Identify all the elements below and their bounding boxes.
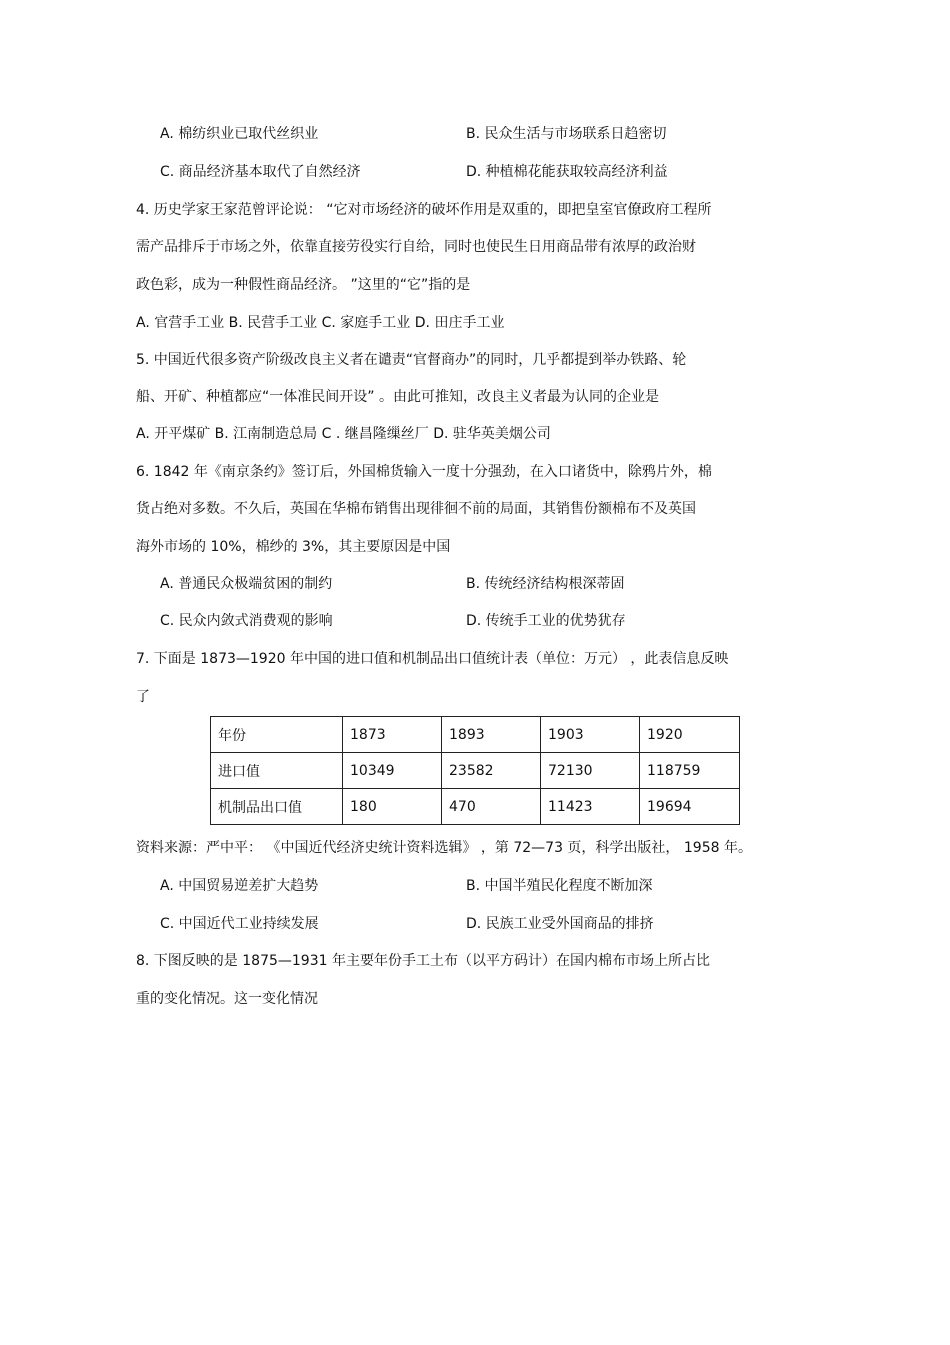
q6-stem-line-2: 货占绝对多数。不久后，英国在华棉布销售出现徘徊不前的局面，其销售份额棉布不及英国	[136, 501, 696, 517]
q4-stem-line-3: 政色彩，成为一种假性商品经济。 ”这里的“它”指的是	[136, 277, 471, 293]
table-cell: 年份	[211, 717, 343, 753]
q4-options: A. 官营手工业 B. 民营手工业 C. 家庭手工业 D. 田庄手工业	[136, 315, 505, 331]
table-cell: 1873	[343, 717, 442, 753]
q3-option-d: D. 种植棉花能获取较高经济利益	[466, 164, 668, 180]
q7-table-source: 资料来源：严中平： 《中国近代经济史统计资料选辑》 ，第 72—73 页，科学出版社， 1958 年。	[136, 840, 752, 856]
q3-option-a: A. 棉纺织业已取代丝织业	[160, 126, 319, 142]
table-row	[211, 753, 740, 789]
table-header-row	[211, 717, 740, 753]
table-cell: 72130	[541, 753, 640, 789]
q3-option-b: B. 民众生活与市场联系日趋密切	[466, 126, 667, 142]
q4-stem-line-1: 4. 历史学家王家范曾评论说： “它对市场经济的破坏作用是双重的，即把皇室官僚政府工程所	[136, 202, 712, 218]
q7-stem-line-1: 7. 下面是 1873—1920 年中国的进口值和机制品出口值统计表（单位：万元） ，此表信息反映	[136, 651, 729, 667]
q7-option-a: A. 中国贸易逆差扩大趋势	[160, 878, 319, 894]
table-cell: 1893	[442, 717, 541, 753]
q4-stem-line-2: 需产品排斥于市场之外，依靠直接劳役实行自给，同时也使民生日用商品带有浓厚的政治财	[136, 239, 696, 255]
q6-option-b: B. 传统经济结构根深蒂固	[466, 576, 625, 592]
q7-option-c: C. 中国近代工业持续发展	[160, 916, 319, 932]
q6-stem-line-3: 海外市场的 10%，棉纱的 3%，其主要原因是中国	[136, 539, 451, 555]
q7-statistics-table	[210, 716, 740, 825]
table-cell: 进口值	[211, 753, 343, 789]
q3-option-c: C. 商品经济基本取代了自然经济	[160, 164, 361, 180]
table-cell: 11423	[541, 789, 640, 825]
table-row	[211, 789, 740, 825]
q8-stem-line-2: 重的变化情况。这一变化情况	[136, 991, 318, 1007]
q6-option-c: C. 民众内敛式消费观的影响	[160, 613, 333, 629]
q7-option-b: B. 中国半殖民化程度不断加深	[466, 878, 653, 894]
table-cell: 机制品出口值	[211, 789, 343, 825]
q6-stem-line-1: 6. 1842 年《南京条约》签订后，外国棉货输入一度十分强劲，在入口诸货中，除鸦片外，棉	[136, 464, 712, 480]
q8-stem-line-1: 8. 下图反映的是 1875—1931 年主要年份手工土布（以平方码计）在国内棉布市场上所占比	[136, 953, 710, 969]
table-cell: 1920	[640, 717, 740, 753]
table-cell: 470	[442, 789, 541, 825]
table-cell: 23582	[442, 753, 541, 789]
q6-option-a: A. 普通民众极端贫困的制约	[160, 576, 333, 592]
table-cell: 118759	[640, 753, 740, 789]
q5-stem-line-1: 5. 中国近代很多资产阶级改良主义者在谴责“官督商办”的同时，几乎都提到举办铁路、轮	[136, 352, 687, 368]
q6-option-d: D. 传统手工业的优势犹存	[466, 613, 626, 629]
table-cell: 10349	[343, 753, 442, 789]
table-cell: 19694	[640, 789, 740, 825]
q7-stem-line-2: 了	[136, 689, 150, 705]
q5-options: A. 开平煤矿 B. 江南制造总局 C . 继昌隆缫丝厂 D. 驻华英美烟公司	[136, 426, 551, 442]
table-cell: 180	[343, 789, 442, 825]
q5-stem-line-2: 船、开矿、种植都应“一体准民间开设” 。由此可推知，改良主义者最为认同的企业是	[136, 389, 659, 405]
table-cell: 1903	[541, 717, 640, 753]
q7-option-d: D. 民族工业受外国商品的排挤	[466, 916, 654, 932]
